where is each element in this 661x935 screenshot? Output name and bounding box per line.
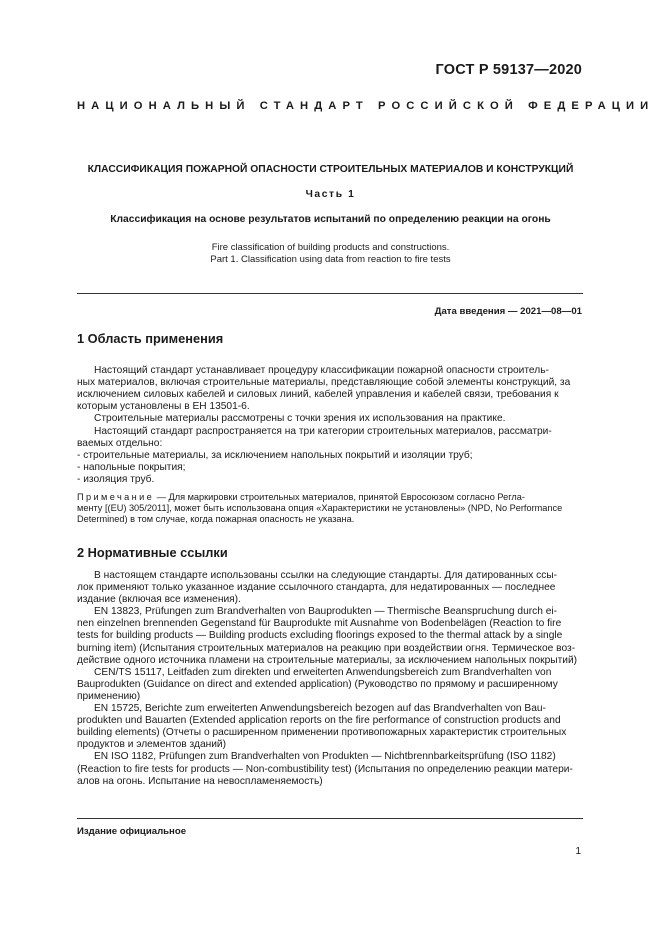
text-line: Строительные материалы рассмотрены с точки зрения их использования на практике. bbox=[94, 413, 506, 425]
section-2-heading: 2 Нормативные ссылки bbox=[77, 545, 228, 560]
standard-code: ГОСТ Р 59137—2020 bbox=[435, 62, 582, 78]
text-line: Настоящий стандарт устанавливает процедуру классификации пожарной опасности строитель- bbox=[94, 365, 549, 377]
reference-line: EN 13823, Prüfungen zum Brandverhalten von Bauprodukten — Thermische Beanspruchung durch ei- bbox=[94, 606, 558, 618]
list-item: - изоляция труб. bbox=[77, 473, 155, 485]
page-number: 1 bbox=[575, 846, 581, 857]
reference-line: building elements) (Отчеты о расширенном применении противопожарных характеристик строительных bbox=[77, 727, 567, 739]
reference-line: EN ISO 1182, Prüfungen zum Brandverhalten von Produkten — Nichtbrennbarkeitsprüfung (ISO 1182) bbox=[94, 751, 556, 763]
document-title: КЛАССИФИКАЦИЯ ПОЖАРНОЙ ОПАСНОСТИ СТРОИТЕЛЬНЫХ МАТЕРИАЛОВ И КОНСТРУКЦИЙ bbox=[87, 164, 574, 175]
reference-line: EN 15725, Berichte zum erweiterten Anwendungsbereich bezogen auf das Brandverhalten von Bau- bbox=[94, 703, 546, 715]
reference-line: nen einzelnen brennenden Gegenstand für Bauprodukte mit Ausnahme von Bodenbelägen (Reaction to fire bbox=[77, 618, 562, 630]
introduction-date: Дата введения — 2021—08—01 bbox=[434, 306, 582, 317]
reference-line: продуктов и элементов зданий) bbox=[77, 739, 227, 751]
english-title-line: Fire classification of building products and constructions. bbox=[211, 242, 450, 253]
reference-line: Bauprodukten (Guidance on direct and extended application) (Руководство по прямому и расширенному bbox=[77, 678, 558, 690]
text-line: исключением силовых кабелей и силовых линий, кабелей управления и кабелей связи, требования к bbox=[77, 389, 559, 401]
national-standard-banner: НАЦИОНАЛЬНЫЙ СТАНДАРТ РОССИЙСКОЙ ФЕДЕРАЦИИ bbox=[77, 100, 655, 112]
reference-line: действие одного источника пламени на строительные материалы, за исключением напольных покрытий) bbox=[77, 654, 578, 666]
reference-line: (Reaction to fire tests for products — Non-combustibility test) (Испытания по определению реакции матери- bbox=[77, 763, 573, 775]
text-line: — Для маркировки строительных материалов, принятой Евросоюзом согласно Регла- bbox=[154, 492, 525, 502]
text-line: ных материалов, включая строительные материалы, представляющие собой элементы конструкций, за bbox=[77, 377, 571, 389]
reference-line: produkten und Bauarten (Extended application reports on the fire performance of construction products and bbox=[77, 715, 561, 727]
note-label: Примечание bbox=[77, 492, 155, 502]
section-1-heading: 1 Область применения bbox=[77, 331, 224, 346]
english-title bbox=[40, 242, 621, 266]
text-line: которым установлены в ЕН 13501-6. bbox=[77, 401, 250, 413]
official-edition-label: Издание официальное bbox=[77, 826, 187, 837]
text-line: Determined) в том случае, когда пожарная опасность не указана. bbox=[77, 514, 355, 525]
reference-line: CEN/TS 15117, Leitfaden zum direkten und erweiterten Anwendungsbereich zum Brandverhalten von bbox=[94, 666, 552, 678]
references-body bbox=[77, 570, 583, 788]
text-line: менту [(EU) 305/2011], может быть использована опция «Характеристики не установлены» (NPD, No Performance bbox=[77, 503, 563, 514]
reference-line: tests for building products — Building products excluding floorings exposed to the thermal attack by a single bbox=[77, 630, 563, 642]
note-block bbox=[77, 492, 583, 526]
text-line: ваемых отдельно: bbox=[77, 437, 163, 449]
document-subtitle: Классификация на основе результатов испытаний по определению реакции на огонь bbox=[110, 214, 551, 225]
reference-line: burning item) (Испытания строительных материалов на реакцию при воздействии огня. Термическое воз- bbox=[77, 642, 576, 654]
text-line: В настоящем стандарте использованы ссылки на следующие стандарты. Для датированных ссы- bbox=[94, 570, 558, 581]
top-divider bbox=[77, 293, 583, 294]
reference-line: применению) bbox=[77, 690, 141, 702]
english-title-line: Part 1. Classification using data from reaction to fire tests bbox=[210, 254, 451, 265]
part-label: Часть 1 bbox=[305, 189, 356, 200]
reference-line: алов на огонь. Испытание на невоспламеняемость) bbox=[77, 775, 323, 787]
list-item: - напольные покрытия; bbox=[77, 461, 186, 473]
footer-divider bbox=[77, 818, 583, 819]
scope-paragraph-1 bbox=[77, 353, 583, 486]
list-item: - строительные материалы, за исключением напольных покрытий и изоляции труб; bbox=[77, 449, 473, 461]
text-line: Настоящий стандарт распространяется на три категории строительных материалов, рассматри- bbox=[94, 425, 552, 437]
text-line: лок применяют только указанное издание ссылочного стандарта, для недатированных — последнее bbox=[77, 582, 556, 594]
text-line: издание (включая все изменения). bbox=[77, 594, 241, 606]
